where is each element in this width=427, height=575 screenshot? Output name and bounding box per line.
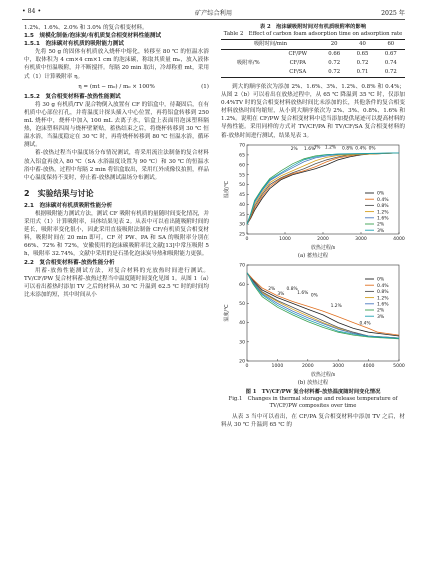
table-cell: 0.74 xyxy=(384,60,397,67)
table-cell: CF/PA xyxy=(289,60,306,67)
y-tick-label: 35 xyxy=(239,212,245,218)
journal-name: 矿产综合利用 xyxy=(194,10,233,17)
subfigure-label-b: (b) 放热过程 xyxy=(297,379,329,386)
paragraph: 将 30 g 有机质/TV 混合物倒入放置有 CF 的铝盒中，待凝固后，在有机质中心部位打孔，并将温度计探头插入中心位置，再将铝盒转移到 250 mL 烧杯中，烧杯中加入 100 mL 去离子水，铝盒上表面用泡沫塑料隔热，泡沫塑料四周与烧杯壁紧贴，蓄热结束之后，将烧杯转移到 30 ℃ 恒温水浴，当温度稳定在 30 ℃ 时，再将烧杯转移到 80 ℃ 恒温水浴，循环测试。 xyxy=(24,101,209,149)
legend-label: 1.6% xyxy=(377,216,389,222)
table-row-label: 吸附率/% xyxy=(236,60,260,67)
y-tick-label: 40 xyxy=(239,202,245,208)
x-tick-label: 0 xyxy=(245,363,249,369)
section-heading-1-5-1: 1.5.1 泡沫碳对有机质的吸附能力测试 xyxy=(24,41,124,48)
annotation-label: 0.8% xyxy=(286,286,298,292)
section-heading-1-5-2: 1.5.2 复合相变材料蓄-放热性能测试 xyxy=(24,93,121,100)
chart-heat-release xyxy=(221,261,405,379)
figure-caption-en: TV/CF/PW composites over time xyxy=(269,402,357,409)
legend-label: 1.2% xyxy=(377,209,389,215)
annotation-label: 3% xyxy=(277,291,285,297)
x-tick-label: 3000 xyxy=(355,236,367,242)
y-tick-label: 60 xyxy=(239,163,245,169)
legend-label: 0.4% xyxy=(377,197,389,203)
annotation-label: 0.4% xyxy=(359,321,371,327)
legend-label: 2% xyxy=(377,222,385,228)
figure-caption xyxy=(221,389,405,410)
table-cell: 0.72 xyxy=(328,69,341,76)
x-tick-label: 4000 xyxy=(393,236,405,242)
running-header xyxy=(22,6,405,19)
equation-1 xyxy=(24,83,209,91)
legend-label: 0.8% xyxy=(377,203,389,209)
table-header-cell: 20 xyxy=(330,41,338,48)
table-cell: CF/SA xyxy=(289,69,307,76)
section-heading-2: 2 实验结果与讨论 xyxy=(24,188,94,198)
legend-label: 1.2% xyxy=(377,296,389,302)
header-rule xyxy=(22,19,405,20)
annotation-label: 1.6% xyxy=(304,146,316,152)
table-subtitle: Table 2 Effect of carbon foam adsorption time on adsorption rate xyxy=(223,31,403,37)
x-tick-label: 1000 xyxy=(271,363,284,369)
legend-label: 3% xyxy=(377,314,385,320)
paragraph: 从表 3 当中可以看出，在 CF/PA 复合相变材料中添加 TV 之后，材料从 30 ℃ 升温到 65 ℃ 的 xyxy=(221,413,405,428)
y-tick-label: 30 xyxy=(239,222,245,228)
section-heading-1-5: 1.5 规模化制备/泡沫炭/有机质复合相变材料性能测试 xyxy=(24,33,162,40)
x-tick-label: 0 xyxy=(245,236,249,242)
x-tick-label: 1000 xyxy=(279,236,291,242)
table-cell: 0.72 xyxy=(356,60,369,67)
annotation-label: 1.2% xyxy=(324,145,337,151)
y-tick-label: 65 xyxy=(239,153,245,159)
equation-number: (1) xyxy=(201,83,209,90)
right-column xyxy=(221,24,405,429)
table-title: 表 2 泡沫碳吸附时间对有机质吸附率的影响 xyxy=(259,24,367,30)
annotation-label: 1.6% xyxy=(297,290,309,296)
table-cell: 0.72 xyxy=(384,69,397,76)
table-cell: 0.67 xyxy=(384,51,397,58)
legend-label: 0.8% xyxy=(377,289,389,295)
table-header-cell: 60 xyxy=(387,41,395,48)
chart-heat-storage xyxy=(221,141,405,252)
legend-label: 3% xyxy=(377,228,385,234)
table-cell: CF/PW xyxy=(288,51,308,58)
y-tick-label: 55 xyxy=(239,172,245,178)
y-tick-label: 60 xyxy=(239,282,245,288)
figure-caption-en: Fig.1 Changes in thermal storage and release temperature of xyxy=(228,395,398,402)
y-axis-label: 温度/℃ xyxy=(224,180,230,198)
y-tick-label: 50 xyxy=(239,182,245,188)
table-header-cell: 40 xyxy=(359,41,366,48)
table-cell: 0.72 xyxy=(328,60,341,67)
legend-label: 1.6% xyxy=(377,302,389,308)
annotation-label: 2% xyxy=(268,286,276,292)
annotation-label: 0% xyxy=(368,146,376,152)
x-tick-label: 3000 xyxy=(332,363,345,369)
x-tick-label: 2000 xyxy=(317,236,329,242)
legend-label: 0% xyxy=(377,191,385,197)
subfigure-label-a: (a) 蓄热过程 xyxy=(297,252,329,259)
equation-body: η = (mt − m₀) / m₀ × 100% xyxy=(78,83,155,90)
annotation-label: 0.4% xyxy=(355,146,367,152)
annotation-label: 0.8% xyxy=(342,146,354,152)
y-tick-label: 70 xyxy=(239,143,245,149)
paragraph: 蓄-放热过程当中温度场分布情况测试，将采用流注法制备的复合材料放入铝盒再放入 80 ℃（SA 水浴温度设置为 90 ℃）和 30 ℃ 的恒温水浴中蓄-放热，过程中每隔 2 min 将铝盒取出，采用红外成像仪拍照，样品中心温度保持不变时，停止蓄-放热测试温场分布测试。 xyxy=(24,150,209,181)
x-axis-label: 放热过程/s xyxy=(310,244,336,251)
figure-caption-cn: 图 1 TV/CF/PW 复合材料蓄-放热温度随时间变化情况 xyxy=(245,388,381,395)
annotation-label: 0% xyxy=(310,293,318,299)
legend-label: 0.4% xyxy=(377,283,389,289)
table-cell: 0.65 xyxy=(356,51,369,58)
x-tick-label: 2000 xyxy=(301,363,314,369)
table-row xyxy=(221,50,405,60)
annotation-label: 3% xyxy=(313,145,321,151)
paragraph: 到大的顺序依次为添加 2%、1.6%、3%、1.2%、0.8% 和 0.4%；从图 2（b）可以看出在放热过程中，从 65 ℃ 降温到 35 ℃ 时，仅添加 0.4%TV 时的复合相变材料放热时间比未添加的长，其他条件的复合相变材料放热时间均缩短，从小到大顺序依次为 2%、3%、0.8%、1.6% 和 1.2%。说明在 CF/PW 复合相变材料中适当添加提供尾迹可以提高材料的导热性能。采用同样的方式对 TV/CF/PA 和 TV/CF/SA 复合相变材料的蓄-放热时间进行测试，结果见表 3。 xyxy=(221,84,405,139)
section-heading-2-2: 2.2 复合相变材料蓄-放热性能分析 xyxy=(24,259,115,266)
annotation-label: 1.2% xyxy=(330,303,342,309)
paragraph: 1.2%、1.6%、2.0% 和 3.0% 的复合相变材料。 xyxy=(24,25,148,31)
left-column xyxy=(24,24,209,299)
legend-label: 0% xyxy=(377,277,385,283)
section-heading-2-1: 2.1 泡沫碳对有机质吸附性能分析 xyxy=(24,202,113,209)
x-axis-label: 放热过程/s xyxy=(310,371,336,378)
x-tick-label: 4000 xyxy=(362,363,375,369)
paragraph: 用蓄-放热性能测试方法，对复合材料的充放热时间进行测试。TV/CF/PW 复合材料蓄-放热过程当中温度随时间变化见图 1。从图 1（a）可以看出蓄热时添加 TV 之后的材料从 30 ℃ 升温到 62.5 ℃ 时的时间均比未添加的短，其中时间从小 xyxy=(24,267,209,298)
x-tick-label: 5000 xyxy=(393,363,405,369)
table-header-row xyxy=(221,40,405,50)
paragraph: 先将 50 g 的固体有机质放入烧杯中熔化，转移至 80 ℃ 的恒温水浴中，取体积为 4 cm×4 cm×1 cm 的泡沫碳，称取其质量 m₀，放入液体有机质中恒温吸附，并不断搅拌。每隔 20 min 取出，冷却称重 mt，采用式（1）计算吸附率 η。 xyxy=(24,49,209,80)
y-axis-label: 温度/℃ xyxy=(224,304,230,322)
y-tick-label: 20 xyxy=(239,359,245,365)
y-tick-label: 45 xyxy=(239,192,245,198)
table-cell: 0.71 xyxy=(356,69,369,76)
page-number: • 84 • xyxy=(22,8,42,15)
y-tick-label: 70 xyxy=(239,263,245,269)
annotation-label: 2% xyxy=(290,146,298,152)
legend-label: 2% xyxy=(377,308,385,314)
paragraph: 根据吸附能力测试方法，测试 CF 吸附有机质的量随时间变化情况，并采用式（1）计算吸附率，具体结果见表 2。从表中可以看出随吸附时间的延长，吸附率变化很小，因此采用直接吸附法制备 CF/有机质复合相变材料，吸附时间在 20 min 即可。CF 对 PW、PA 和 SA 的吸附率分别在 66%、72% 和 72%，安徽使用的泡沫碳吸附率比文献[13]中常压吸附 5 h，吸附率 32.74%，文献中采用的是石墨化泡沫炭导热和吸附能力更强。 xyxy=(24,210,209,258)
journal-year: 2025 年 xyxy=(381,10,405,17)
y-tick-label: 50 xyxy=(239,301,245,307)
y-tick-label: 40 xyxy=(239,320,245,326)
table-header-cell: 吸附时间/min xyxy=(253,41,288,48)
table-cell: 0.66 xyxy=(328,51,341,58)
y-tick-label: 25 xyxy=(239,232,245,238)
adsorption-table xyxy=(221,39,405,78)
y-tick-label: 30 xyxy=(239,340,245,346)
